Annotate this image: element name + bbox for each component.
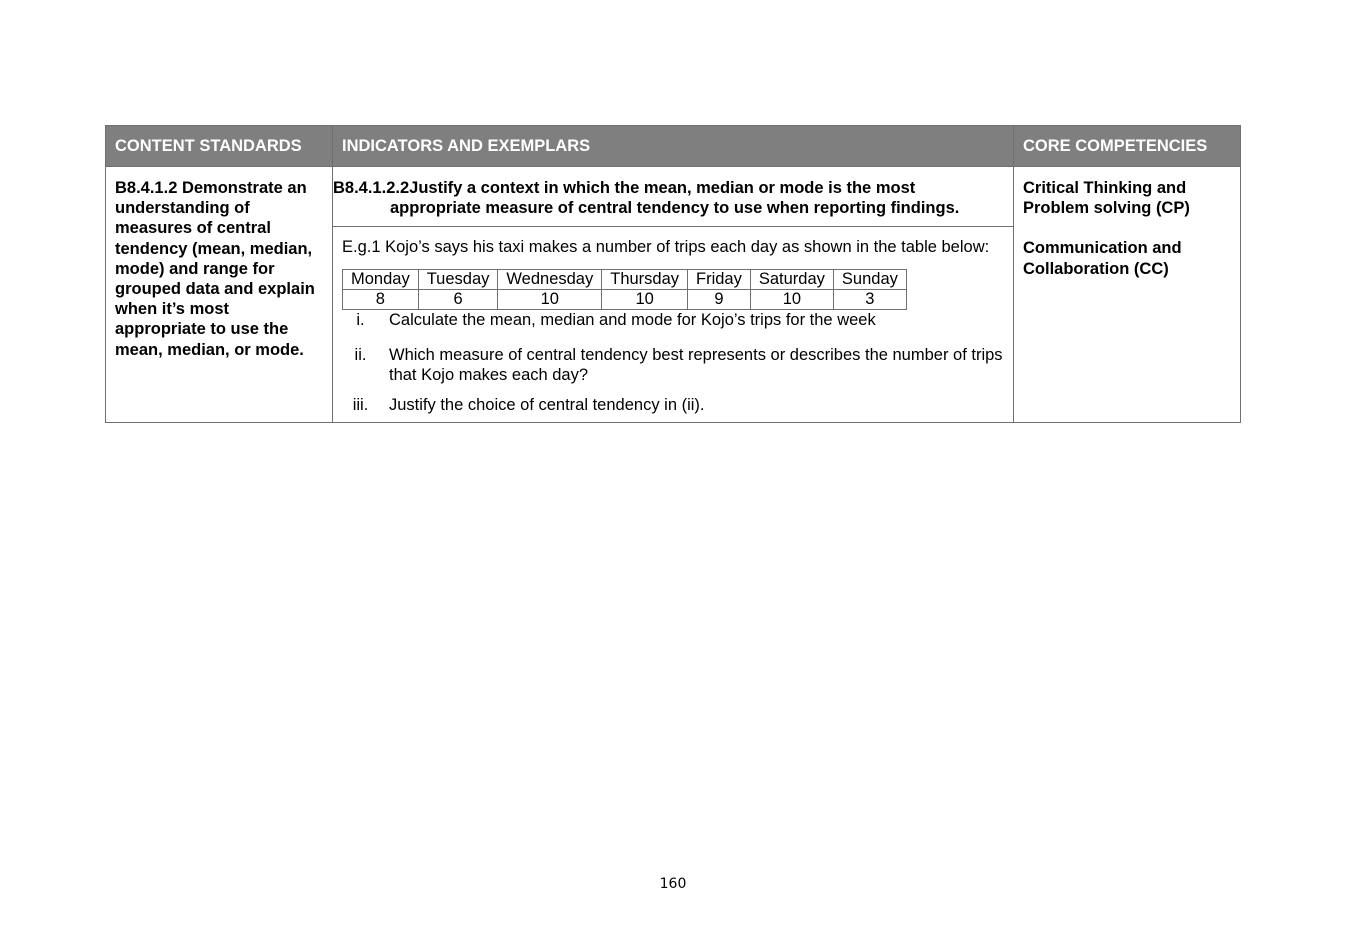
trips-days-row — [343, 269, 907, 289]
question-list — [342, 310, 1004, 416]
question-text: Justify the choice of central tendency in (ii). — [389, 396, 705, 415]
list-item — [342, 395, 1004, 415]
trip-count-cell: 10 — [498, 289, 602, 309]
day-cell: Tuesday — [418, 269, 498, 289]
trip-count-cell: 10 — [750, 289, 833, 309]
exemplar-intro: E.g.1 Kojo’s says his taxi makes a number of trips each day as shown in the table below: — [342, 238, 990, 257]
question-text: Which measure of central tendency best represents or describes the number of trips that Kojo makes each day? — [389, 345, 1003, 385]
day-cell: Wednesday — [498, 269, 602, 289]
table-header-row — [106, 126, 1241, 167]
day-cell: Friday — [688, 269, 751, 289]
indicators-cell — [333, 167, 1014, 423]
list-item — [342, 345, 1004, 385]
trip-count-cell: 10 — [602, 289, 688, 309]
question-text: Calculate the mean, median and mode for Kojo’s trips for the week — [389, 310, 876, 329]
content-standard-text: B8.4.1.2 Demonstrate an understanding of measures of central tendency (mean, median, mode) and range for grouped data and explain when it’s most appropriate to use the mean, median, or mode. — [115, 179, 315, 359]
page-number: 160 — [659, 876, 687, 892]
curriculum-table — [105, 125, 1241, 423]
day-cell: Thursday — [602, 269, 688, 289]
trip-count-cell: 6 — [418, 289, 498, 309]
trips-values-row — [343, 289, 907, 309]
core-competencies-cell — [1014, 167, 1241, 423]
header-content-standards: CONTENT STANDARDS — [106, 126, 333, 167]
content-standard-cell — [106, 167, 333, 423]
day-cell: Saturday — [750, 269, 833, 289]
trip-count-cell: 9 — [688, 289, 751, 309]
exemplar-section — [333, 227, 1013, 422]
question-number: iii. — [352, 396, 369, 415]
table-row — [106, 167, 1241, 423]
trip-count-cell: 8 — [343, 289, 419, 309]
indicator-description: Justify a context in which the mean, median or mode is the most appropriate measure of central tendency to use when reporting findings. — [390, 179, 960, 218]
trips-table — [342, 269, 907, 310]
header-indicators-exemplars: INDICATORS AND EXEMPLARS — [333, 126, 1014, 167]
question-number: i. — [356, 310, 365, 329]
trip-count-cell: 3 — [833, 289, 906, 309]
competency-item: Communication and Collaboration (CC) — [1023, 239, 1182, 278]
day-cell: Monday — [343, 269, 419, 289]
indicator-text — [333, 167, 1013, 227]
header-core-competencies: CORE COMPETENCIES — [1014, 126, 1241, 167]
day-cell: Sunday — [833, 269, 906, 289]
indicator-code: B8.4.1.2.2 — [333, 179, 410, 197]
list-item — [342, 310, 1004, 330]
competency-item: Critical Thinking and Problem solving (CP) — [1023, 179, 1190, 218]
question-number: ii. — [354, 345, 367, 364]
